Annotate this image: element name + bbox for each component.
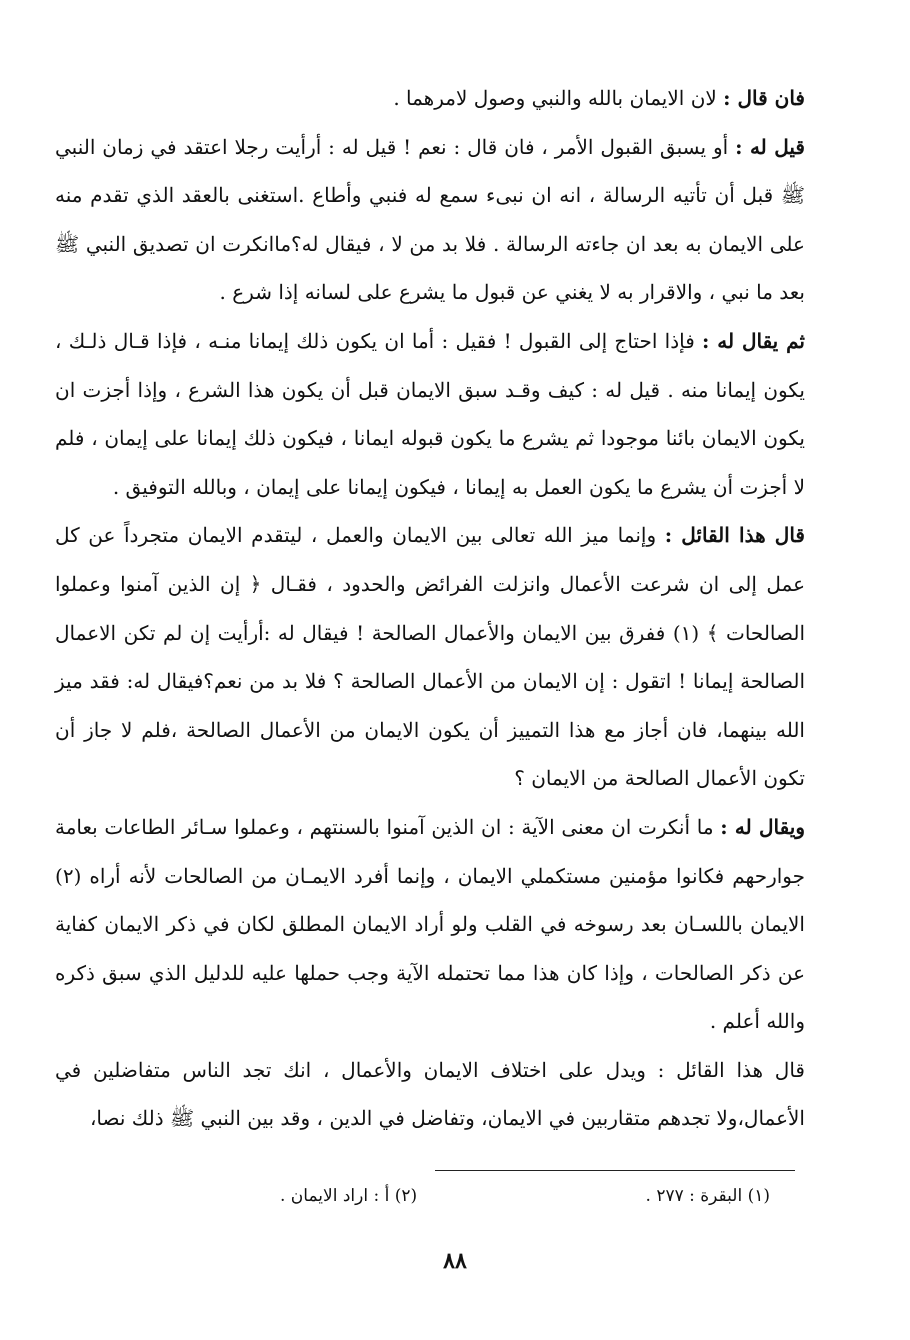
paragraph-4 <box>55 511 805 803</box>
paragraph-2 <box>55 123 805 317</box>
paragraph-text: وإنما ميز الله تعالى بين الايمان والعمل ، ليتقدم الايمان متجرداً عن كل عمل إلى ان شرعت الأعمال وانزلت الفرائض والحدود ، فقـال ﴿ إن الذين آمنوا وعملوا الصالحات ﴾ (١) ففرق بين الايمان والأعمال الصالحة ! فيقال له :أرأيت إن لم تكن الاعمال الصالحة إيمانا ! اتقول : إن الايمان من الأعمال الصالحة ؟ فلا بد من نعم؟فيقال له: فقد ميز الله بينهما، فان أجاز مع هذا التمييز أن يكون الايمان من الأعمال الصالحة ،فلم لا جاز أن تكون الأعمال الصالحة من الايمان ؟ <box>55 523 805 791</box>
paragraph-text: أو يسبق القبول الأمر ، فان قال : نعم ! قيل له : أرأيت رجلا اعتقد في زمان النبي ﷺ قبل أن تأتيه الرسالة ، انه ان نبىء سمع له فنبي وأطاع .استغنى بالعقد الذي تقدم منه على الايمان به بعد ان جاءته الرسالة . فلا بد من لا ، فيقال له؟ماانكرت ان تصديق النبي ﷺ بعد ما نبي ، والاقرار به لا يغني عن قبول ما يشرع على لسانه إذا شرع . <box>55 134 805 305</box>
paragraph-lead: ثم يقال له : <box>702 328 805 353</box>
footnote-divider <box>435 1170 795 1171</box>
paragraph-lead: قيل له : <box>735 134 805 159</box>
paragraph-lead: قال هذا القائل : <box>664 523 805 548</box>
footnote-2: (٢) أ : اراد الايمان . <box>280 1186 418 1206</box>
paragraph-1 <box>55 74 805 123</box>
paragraph-lead: فان قال : <box>723 86 805 110</box>
paragraph-5 <box>55 803 805 1046</box>
paragraph-text: فإذا احتاج إلى القبول ! فقيل : أما ان يكون ذلك إيمانا منـه ، فإذا قـال ذلـك ، يكون إيمانا منه . قيل له : كيف وقـد سبق الايمان قبل أن يكون هذا الشرع ، وإذا أجزت ان يكون الايمان بائنا موجودا ثم يشرع ما يكون قبوله ايمانا ، فيكون ذلك إيمانا على إيمان ، فلم لا أجزت أن يشرع ما يكون العمل به إيمانا ، فيكون إيمانا على إيمان ، وبالله التوفيق . <box>55 328 805 499</box>
paragraph-6 <box>55 1046 805 1143</box>
page-body <box>55 74 805 1143</box>
footnotes <box>280 1186 770 1206</box>
paragraph-lead: ويقال له : <box>720 814 805 839</box>
paragraph-text: ما أنكرت ان معنى الآية : ان الذين آمنوا بالسنتهم ، وعملوا سـائر الطاعات بعامة جوارحهم فكانوا مؤمنين مستكملي الايمان ، وإنما أفرد الايمـان من الصالحات لأنه أراه (٢) الايمان باللسـان بعد رسوخه في القلب ولو أراد الايمان المطلق لكان في ذكر الايمان كفاية عن ذكر الصالحات ، وإذا كان هذا مما تحتمله الآية وجب حملها عليه للدليل الذي سبق ذكره والله أعلم . <box>55 814 805 1034</box>
footnote-1: (١) البقرة : ٢٧٧ . <box>645 1186 770 1206</box>
paragraph-3 <box>55 317 805 511</box>
page-number: ٨٨ <box>443 1248 467 1274</box>
paragraph-text: لان الايمان بالله والنبي وصول لامرهما . <box>393 86 724 110</box>
paragraph-text: قال هذا القائل : ويدل على اختلاف الايمان والأعمال ، انك تجد الناس متفاضلين في الأعمال،ولا تجدهم متقاربين في الايمان، وتفاضل في الدين ، وقد بين النبي ﷺ ذلك نصا، <box>55 1057 805 1131</box>
